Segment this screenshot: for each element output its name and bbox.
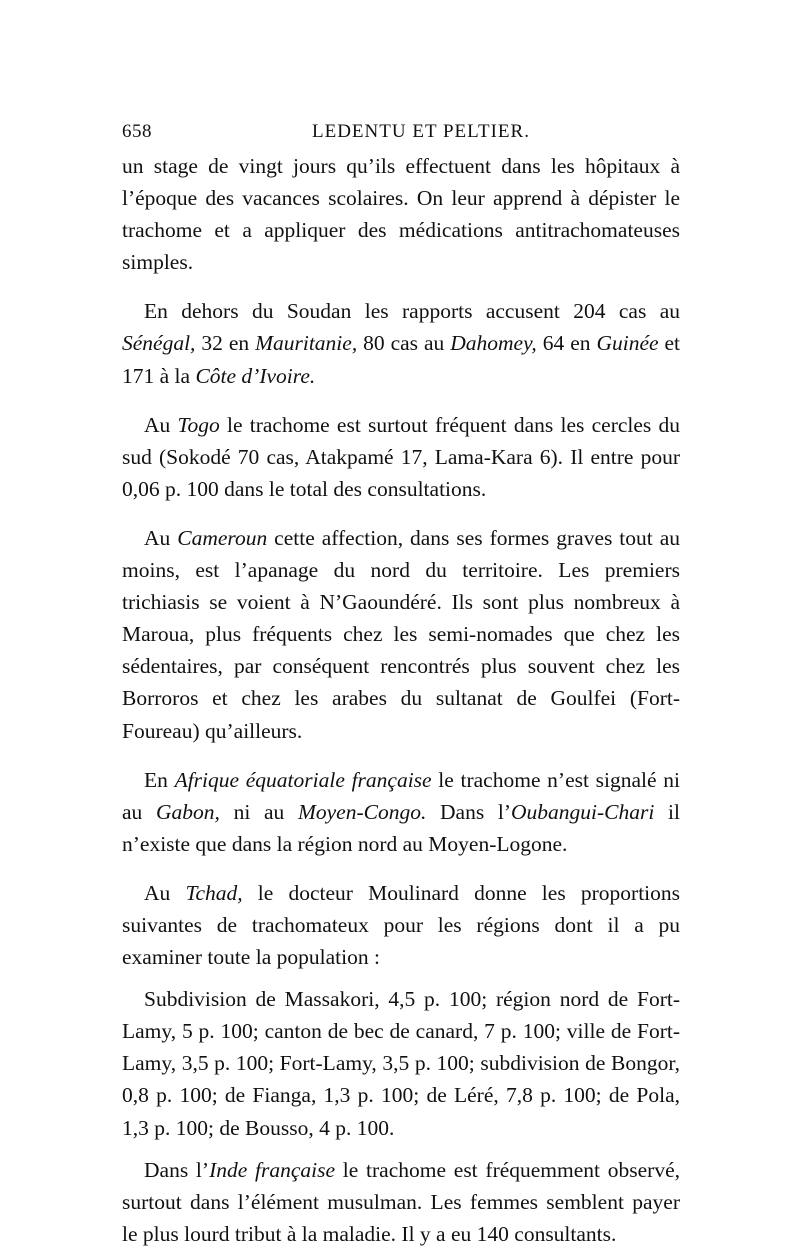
paragraph-subdivisions: Subdivision de Massakori, 4,5 p. 100; région nord de Fort-Lamy, 5 p. 100; canton de bec de canard, 7 p. 100; ville de Fort-Lamy, 3,5 p. 100; Fort-Lamy, 3,5 p. 100; subdivision de Bongor, 0,8 p. 100; de Fianga, 1,3 p. 100; de Léré, 7,8 p. 100; de Pola, 1,3 p. 100; de Bousso, 4 p. 100. (122, 987, 680, 1140)
page-header (122, 121, 680, 143)
place-senegal: Sénégal, (122, 331, 196, 356)
place-afrique-equatoriale: Afrique équatoriale française (174, 767, 432, 792)
place-dahomey: Dahomey, (450, 331, 537, 356)
place-cameroun: Cameroun (177, 525, 268, 550)
paragraph-cameroun: Au Cameroun cette affection, dans ses formes graves tout au moins, est l’apanage du nord du territoire. Les premiers trichiasis se voient à N’Gaoundéré. Ils sont plus nombreux à Maroua, plus fréquents chez les semi-nomades que chez les sédentaires, par conséquent rencontrés plus souvent chez les Borroros et chez les arabes du sultanat de Goulfei (Fort-Foureau) qu’ailleurs. (122, 525, 680, 743)
paragraph-togo: Au Togo le trachome est surtout fréquent dans les cercles du sud (Sokodé 70 cas, Atakpamé 17, Lama-Kara 6). Il entre pour 0,06 p. 100 dans le total des consultations. (122, 412, 681, 501)
paragraph-continuation: un stage de vingt jours qu’ils effectuent dans les hôpitaux à l’époque des vacances scolaires. On leur apprend à dépister le trachome et a appliquer des médications antitrachomateuses simples. (122, 154, 680, 275)
paragraph-afrique-occidentale: En dehors du Soudan les rapports accusent 204 cas au Sénégal, 32 en Mauritanie, 80 cas au Dahomey, 64 en Guinée et 171 à la Côte d’Ivoire. (122, 299, 681, 388)
page-body (122, 150, 680, 1250)
place-mauritanie: Mauritanie, (255, 331, 358, 356)
paragraph-aef: En Afrique équatoriale française le trachome n’est signalé ni au Gabon, ni au Moyen-Congo. Dans l’Oubangui-Chari il n’existe que dans la région nord au Moyen-Logone. (122, 767, 680, 856)
place-moyen-congo: Moyen-Congo. (297, 799, 427, 824)
paragraph-tchad: Au Tchad, le docteur Moulinard donne les proportions suivantes de trachomateux pour les régions dont il a pu examiner toute la population : (122, 880, 681, 970)
place-oubangui-chari: Oubangui-Chari (511, 799, 655, 824)
place-cote-ivoire: Côte d’Ivoire. (195, 363, 316, 388)
running-title: LEDENTU ET PELTIER. (312, 121, 530, 142)
place-gabon: Gabon, (155, 799, 220, 824)
place-tchad: Tchad, (185, 880, 243, 905)
place-inde-francaise: Inde française (209, 1157, 336, 1182)
place-guinee: Guinée (596, 331, 659, 356)
place-togo: Togo (177, 412, 220, 437)
page-number: 658 (122, 121, 152, 142)
paragraph-inde: Dans l’Inde française le trachome est fréquemment observé, surtout dans l’élément musulman. Les femmes semblent payer le plus lourd tribut à la maladie. Il y a eu 140 consultants. (122, 1157, 681, 1246)
